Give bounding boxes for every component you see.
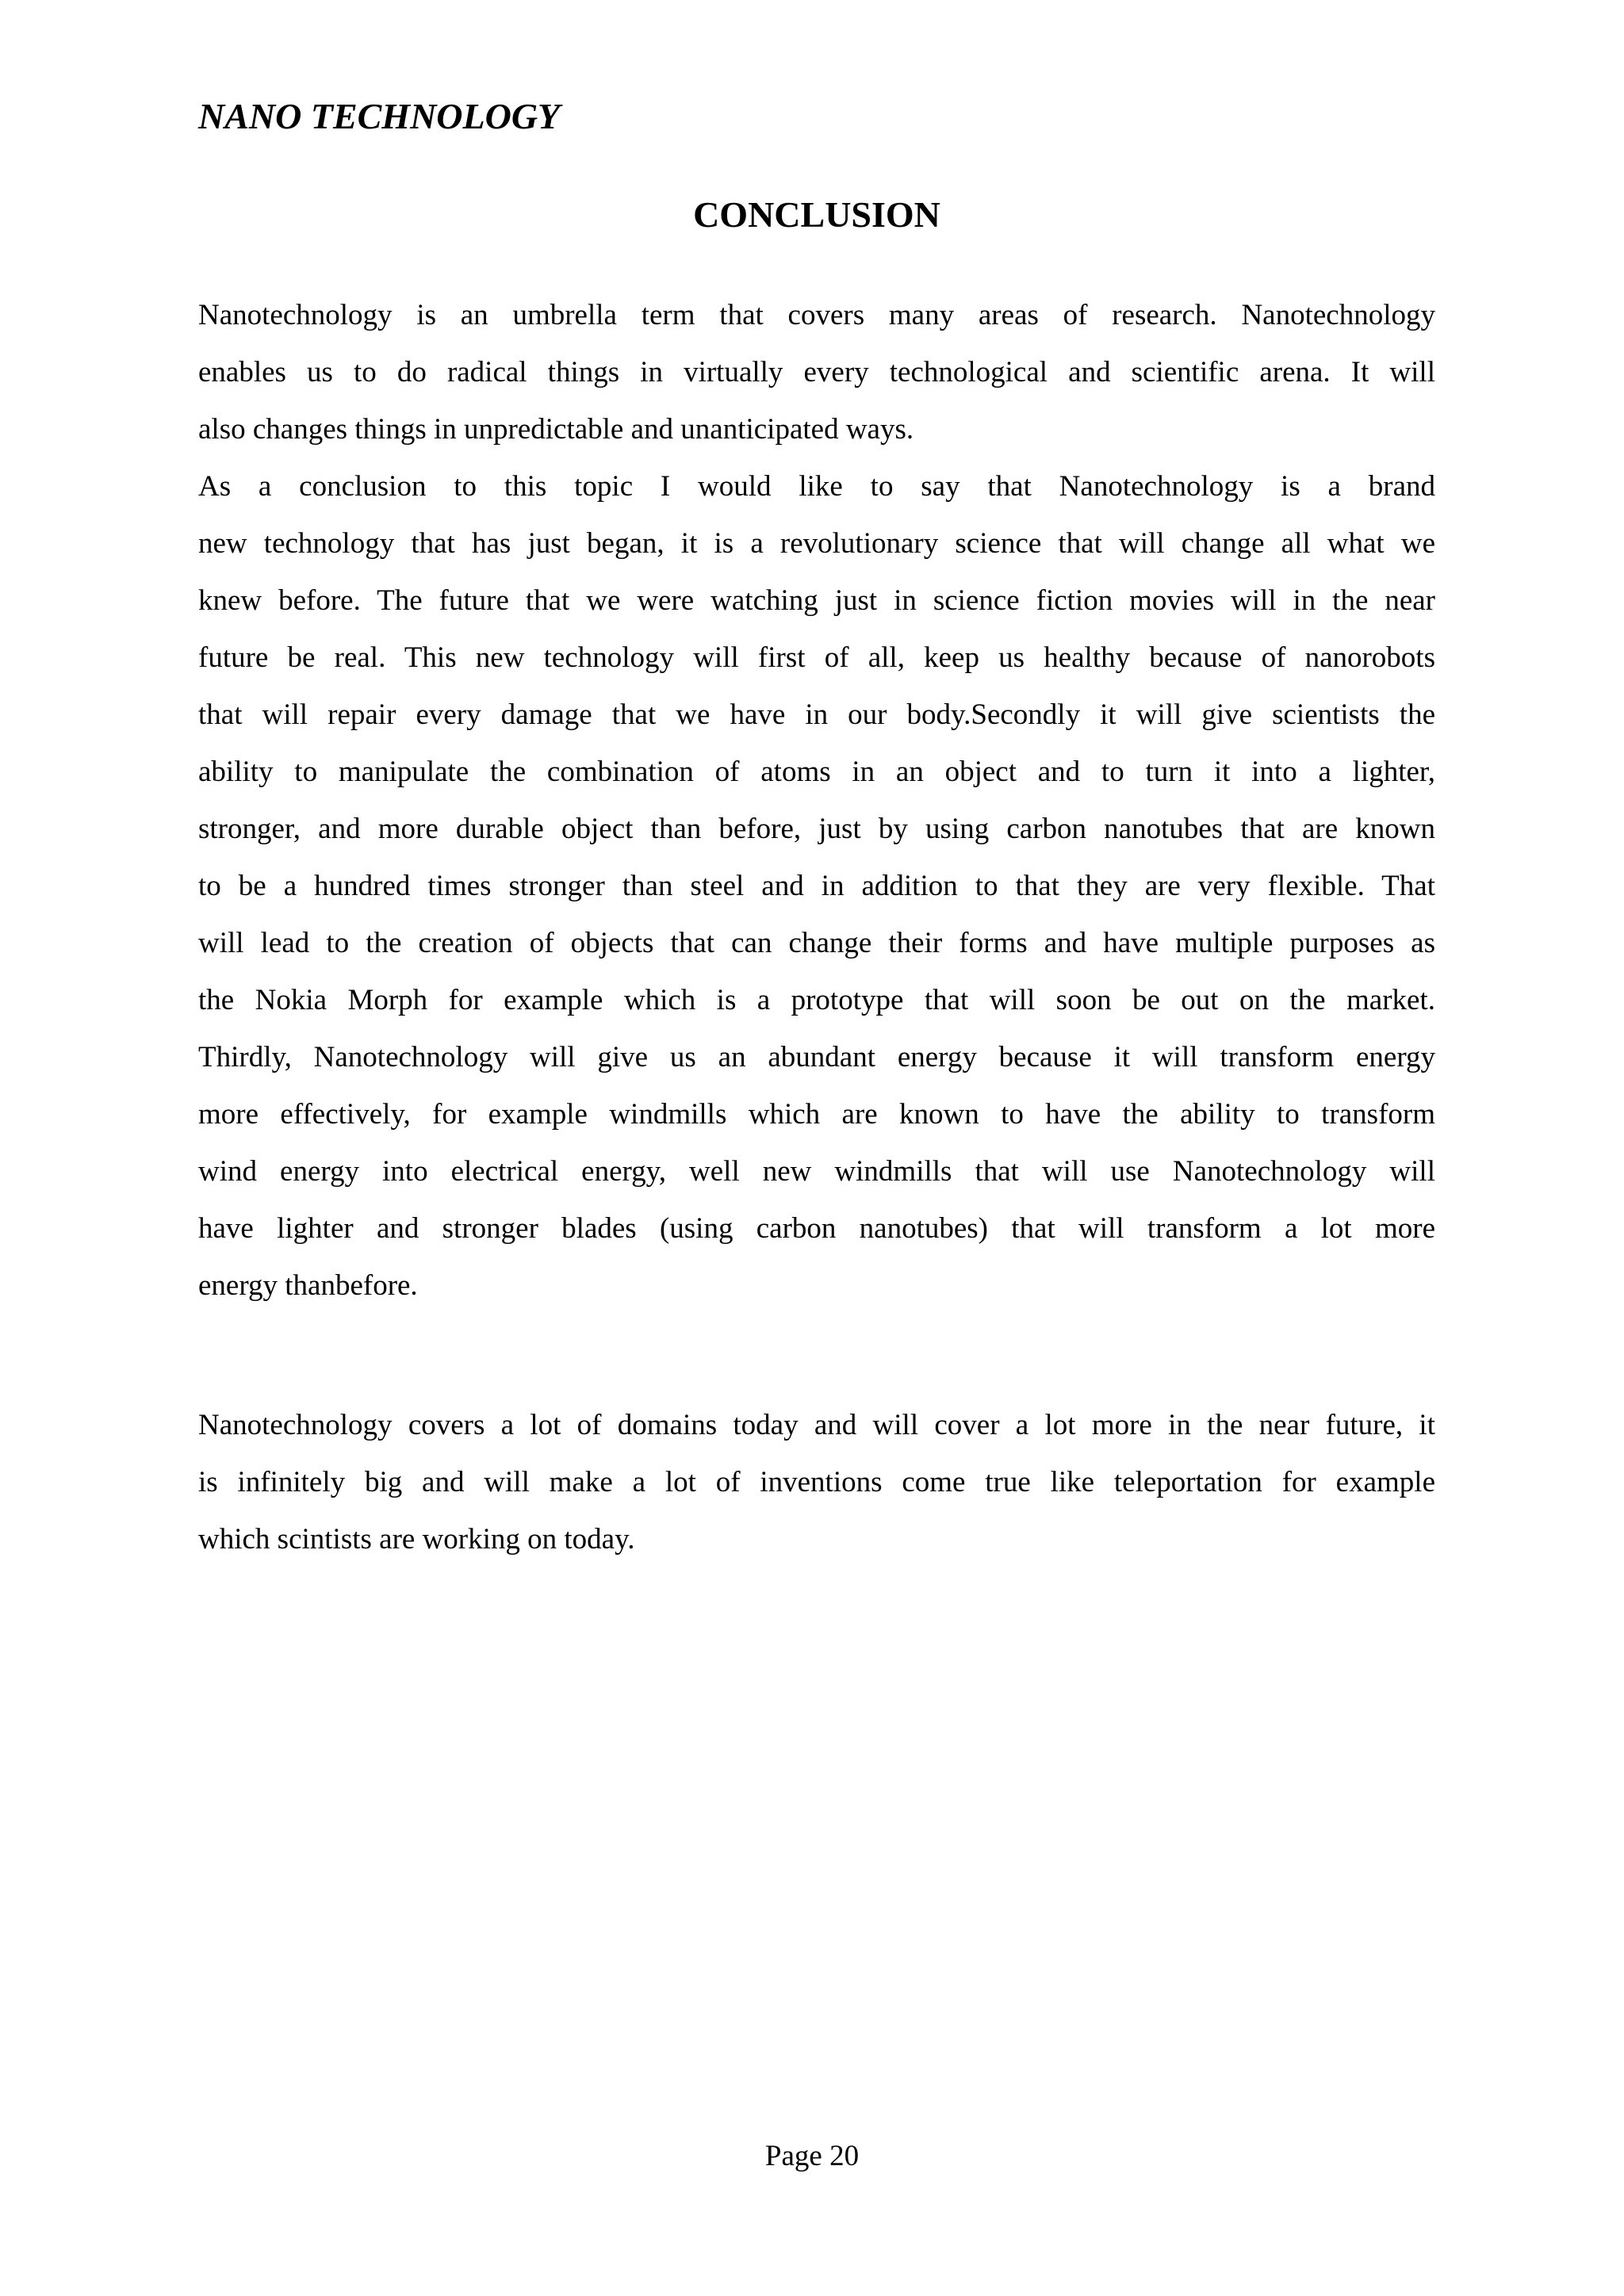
text-line: energy thanbefore. [198,1269,418,1302]
text-line: future be real. This new technology will first of all, keep us healthy because of nanorobots [198,641,1435,674]
text-line: new technology that has just began, it is a revolutionary science that will change all what we [198,527,1435,560]
text-line: ability to manipulate the combination of atoms in an object and to turn it into a lighter, [198,756,1435,788]
text-line: Thirdly, Nanotechnology will give us an abundant energy because it will transform energy [198,1041,1435,1073]
paragraph-intro [198,287,1435,458]
section-title: CONCLUSION [693,194,940,235]
text-line: the Nokia Morph for example which is a prototype that will soon be out on the market. [198,984,1435,1016]
text-line: is infinitely big and will make a lot of inventions come true like teleportation for example [198,1466,1435,1498]
running-header-title: NANO TECHNOLOGY [198,96,561,136]
text-line: which scintists are working on today. [198,1523,635,1556]
page-number: Page 20 [764,2140,860,2172]
text-line: Nanotechnology covers a lot of domains today and will cover a lot more in the near future, it [198,1409,1435,1441]
text-line: also changes things in unpredictable and unanticipated ways. [198,413,914,446]
text-line: wind energy into electrical energy, well new windmills that will use Nanotechnology will [198,1155,1435,1188]
text-line: knew before. The future that we were watching just in science fiction movies will in the near [198,584,1435,617]
text-line: have lighter and stronger blades (using carbon nanotubes) that will transform a lot more [198,1212,1435,1245]
paragraph-body [198,458,1435,1314]
text-line: will lead to the creation of objects that can change their forms and have multiple purposes as [198,927,1435,959]
text-line: stronger, and more durable object than before, just by using carbon nanotubes that are known [198,813,1435,845]
text-line: more effectively, for example windmills which are known to have the ability to transform [198,1098,1435,1131]
text-line: Nanotechnology is an umbrella term that covers many areas of research. Nanotechnology [198,299,1435,331]
text-line: As a conclusion to this topic I would like to say that Nanotechnology is a brand [198,470,1435,503]
paragraph-closing [198,1397,1435,1568]
text-line: that will repair every damage that we have in our body.Secondly it will give scientists the [198,698,1435,731]
text-line: to be a hundred times stronger than steel and in addition to that they are very flexible. That [198,870,1435,902]
text-line: enables us to do radical things in virtually every technological and scientific arena. It will [198,356,1435,388]
